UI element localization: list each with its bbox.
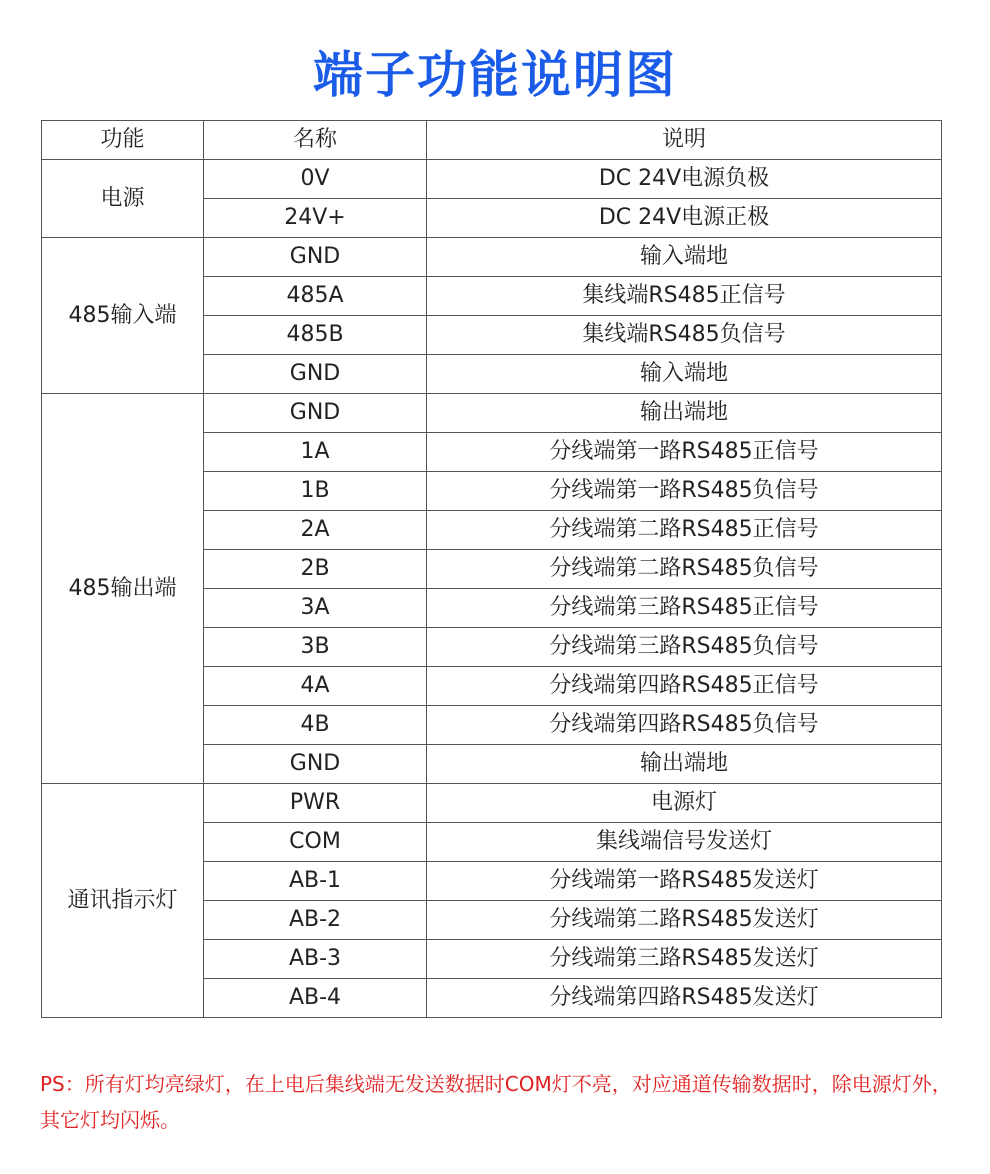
terminal-description-cell: 输出端地 bbox=[427, 394, 942, 433]
terminal-description-cell: 分线端第三路RS485发送灯 bbox=[427, 940, 942, 979]
terminal-description-cell: 分线端第四路RS485正信号 bbox=[427, 667, 942, 706]
terminal-name-cell: 4A bbox=[204, 667, 427, 706]
terminal-description-cell: 分线端第二路RS485正信号 bbox=[427, 511, 942, 550]
terminal-name-cell: COM bbox=[204, 823, 427, 862]
function-group-cell: 通讯指示灯 bbox=[42, 784, 204, 1018]
terminal-name-cell: 485A bbox=[204, 277, 427, 316]
terminal-name-cell: AB-4 bbox=[204, 979, 427, 1018]
terminal-name-cell: 3A bbox=[204, 589, 427, 628]
table-row bbox=[42, 784, 942, 823]
terminal-function-table bbox=[41, 120, 942, 1018]
terminal-description-cell: 输入端地 bbox=[427, 238, 942, 277]
terminal-description-cell: 分线端第四路RS485负信号 bbox=[427, 706, 942, 745]
terminal-description-cell: 集线端信号发送灯 bbox=[427, 823, 942, 862]
terminal-description-cell: 分线端第二路RS485发送灯 bbox=[427, 901, 942, 940]
terminal-description-cell: 集线端RS485负信号 bbox=[427, 316, 942, 355]
function-group-cell: 485输出端 bbox=[42, 394, 204, 784]
terminal-name-cell: GND bbox=[204, 355, 427, 394]
function-group-cell: 485输入端 bbox=[42, 238, 204, 394]
table-row bbox=[42, 238, 942, 277]
terminal-name-cell: 24V+ bbox=[204, 199, 427, 238]
terminal-name-cell: GND bbox=[204, 238, 427, 277]
terminal-description-cell: 分线端第二路RS485负信号 bbox=[427, 550, 942, 589]
terminal-name-cell: GND bbox=[204, 394, 427, 433]
terminal-description-cell: 分线端第三路RS485正信号 bbox=[427, 589, 942, 628]
terminal-name-cell: 1B bbox=[204, 472, 427, 511]
table-row bbox=[42, 394, 942, 433]
terminal-description-cell: 电源灯 bbox=[427, 784, 942, 823]
terminal-description-cell: 分线端第三路RS485负信号 bbox=[427, 628, 942, 667]
terminal-name-cell: 2A bbox=[204, 511, 427, 550]
terminal-name-cell: 485B bbox=[204, 316, 427, 355]
terminal-name-cell: PWR bbox=[204, 784, 427, 823]
terminal-description-cell: DC 24V电源负极 bbox=[427, 160, 942, 199]
terminal-name-cell: AB-1 bbox=[204, 862, 427, 901]
table-header-row bbox=[42, 121, 942, 160]
header-function: 功能 bbox=[42, 121, 204, 160]
terminal-description-cell: DC 24V电源正极 bbox=[427, 199, 942, 238]
header-description: 说明 bbox=[427, 121, 942, 160]
terminal-name-cell: AB-3 bbox=[204, 940, 427, 979]
page-title: 端子功能说明图 bbox=[313, 46, 677, 104]
terminal-name-cell: 1A bbox=[204, 433, 427, 472]
terminal-name-cell: 3B bbox=[204, 628, 427, 667]
terminal-name-cell: 0V bbox=[204, 160, 427, 199]
terminal-name-cell: 4B bbox=[204, 706, 427, 745]
function-group-cell: 电源 bbox=[42, 160, 204, 238]
terminal-description-cell: 分线端第四路RS485发送灯 bbox=[427, 979, 942, 1018]
header-name: 名称 bbox=[204, 121, 427, 160]
terminal-name-cell: GND bbox=[204, 745, 427, 784]
footnote: PS：所有灯均亮绿灯，在上电后集线端无发送数据时COM灯不亮，对应通道传输数据时，除电源灯外，其它灯均闪烁。 bbox=[40, 1072, 952, 1132]
terminal-description-cell: 分线端第一路RS485发送灯 bbox=[427, 862, 942, 901]
terminal-description-cell: 分线端第一路RS485正信号 bbox=[427, 433, 942, 472]
terminal-description-cell: 集线端RS485正信号 bbox=[427, 277, 942, 316]
terminal-name-cell: AB-2 bbox=[204, 901, 427, 940]
terminal-description-cell: 输入端地 bbox=[427, 355, 942, 394]
table-row bbox=[42, 160, 942, 199]
table-body bbox=[42, 160, 942, 1018]
terminal-description-cell: 分线端第一路RS485负信号 bbox=[427, 472, 942, 511]
terminal-description-cell: 输出端地 bbox=[427, 745, 942, 784]
terminal-name-cell: 2B bbox=[204, 550, 427, 589]
